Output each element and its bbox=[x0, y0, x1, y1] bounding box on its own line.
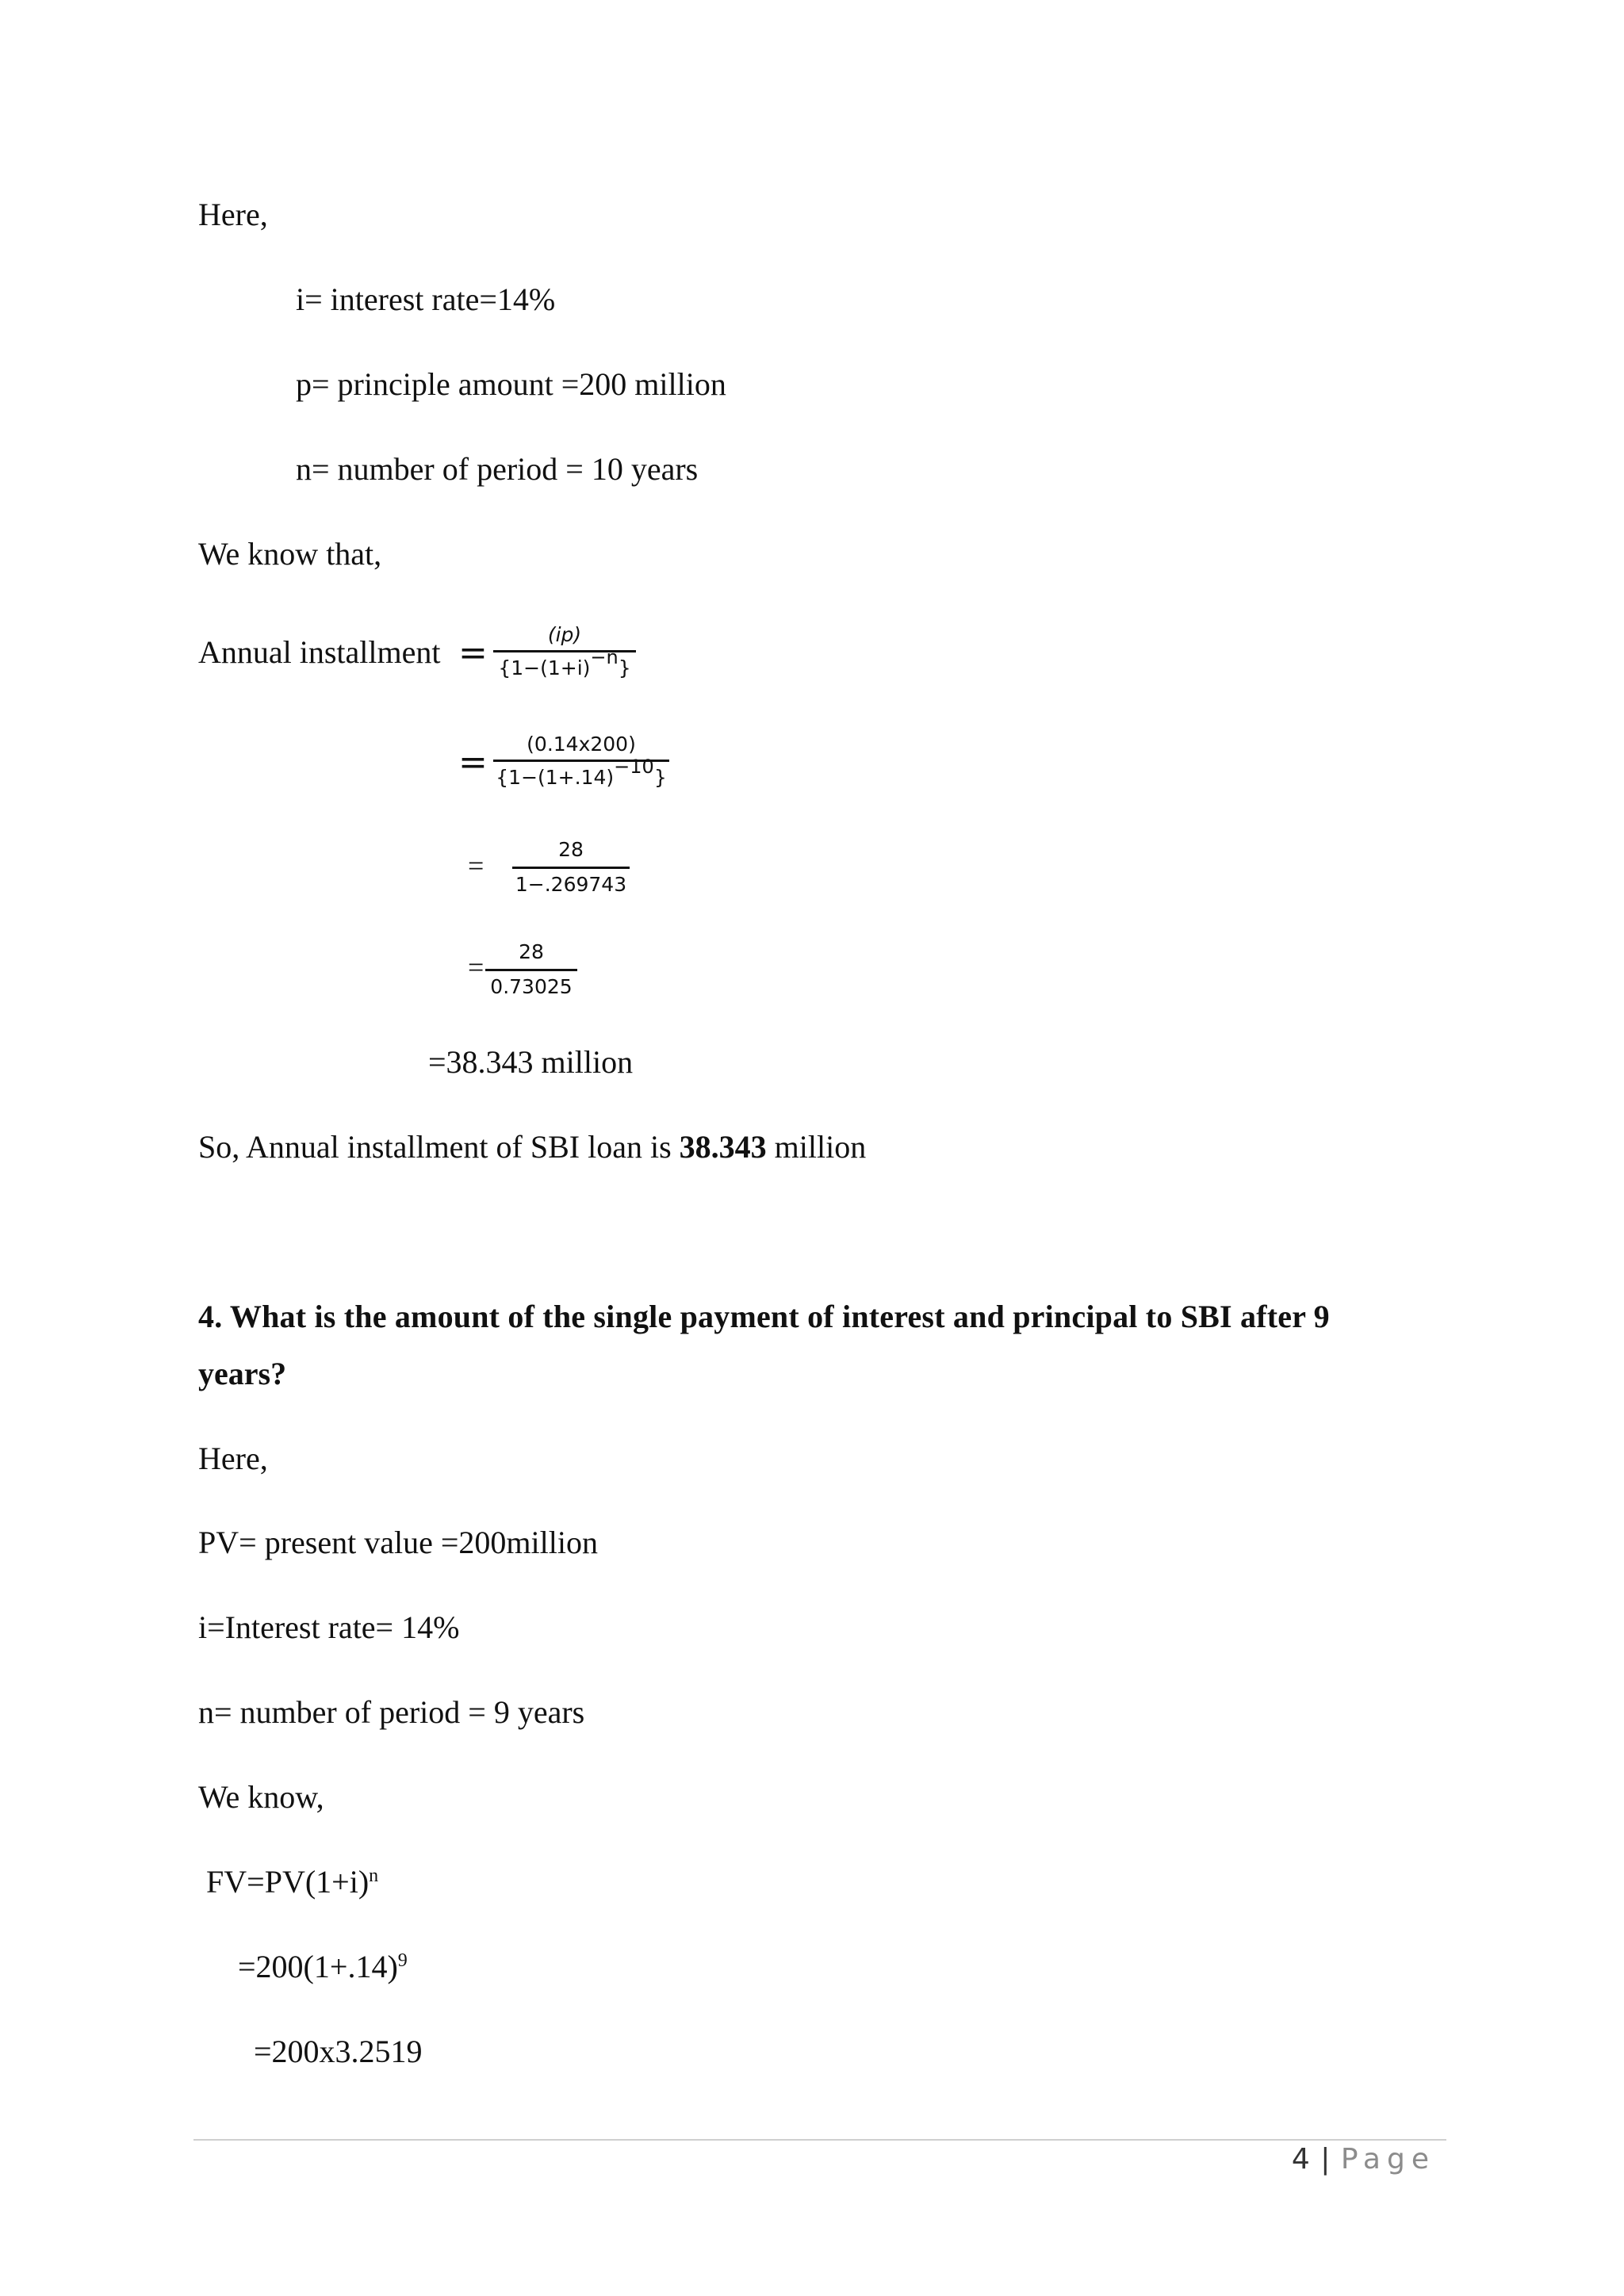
fraction-numerator: 28 bbox=[519, 940, 544, 963]
equals-sign: = bbox=[458, 742, 488, 783]
installment-conclusion: So, Annual installment of SBI loan is 38.343 million bbox=[198, 1129, 867, 1165]
we-know: We know, bbox=[198, 1779, 324, 1815]
period-definition: n= number of period = 10 years bbox=[296, 451, 699, 487]
page-label: Page bbox=[1340, 2143, 1435, 2175]
question-4-heading: 4. What is the amount of the single payment of interest and principal to SBI after 9 bbox=[198, 1299, 1330, 1334]
future-value-formula: $FV=PV(1+i)^n$ bbox=[206, 1864, 379, 1900]
period-definition-2: n= number of period = 9 years bbox=[198, 1694, 585, 1730]
interest-rate-definition-2: i=Interest rate= 14% bbox=[198, 1609, 460, 1645]
final-fraction bbox=[485, 940, 577, 1001]
principal-definition: p= principle amount =200 million bbox=[296, 366, 726, 402]
annual-installment-label: Annual installment bbox=[198, 634, 441, 670]
simplified-fraction bbox=[512, 838, 630, 898]
fraction-denominator: 0.73025 bbox=[490, 975, 573, 998]
we-know-that: We know that, bbox=[198, 536, 382, 572]
fraction-denominator: 1−.269743 bbox=[515, 873, 627, 896]
page-number: 4 bbox=[1291, 2143, 1311, 2175]
interest-rate-definition: i= interest rate=14% bbox=[296, 281, 556, 317]
equals-sign: = bbox=[468, 951, 485, 983]
page-number-footer bbox=[1292, 2141, 1435, 2179]
fraction-denominator: $\{1-(1+i)^{-n}\}$ bbox=[498, 646, 631, 679]
footer-divider bbox=[193, 2139, 1446, 2141]
fraction-numerator: (0.14x200) bbox=[527, 733, 636, 756]
fraction-numerator: (ip) bbox=[547, 623, 582, 646]
fraction-bar bbox=[485, 969, 577, 971]
future-value-step-1: $=200(1+.14)^9$ bbox=[238, 1949, 408, 1984]
here-label-1: Here, bbox=[198, 197, 268, 232]
page-separator: | bbox=[1320, 2143, 1331, 2175]
installment-result: =38.343 million bbox=[428, 1044, 634, 1080]
question-4-heading-continued: years? bbox=[198, 1356, 287, 1391]
equals-sign: = bbox=[468, 850, 485, 882]
equals-sign: = bbox=[458, 633, 488, 673]
here-label-2: Here, bbox=[198, 1441, 268, 1476]
fraction-numerator: 28 bbox=[558, 838, 584, 861]
present-value-definition: PV= present value =200million bbox=[198, 1525, 598, 1560]
fraction-denominator: $\{1-(1+.14)^{-10}\}$ bbox=[496, 756, 667, 789]
formula-fraction bbox=[493, 623, 636, 683]
fraction-bar bbox=[512, 867, 630, 869]
substituted-fraction bbox=[493, 733, 669, 793]
future-value-step-2: =200x3.2519 bbox=[254, 2034, 423, 2069]
